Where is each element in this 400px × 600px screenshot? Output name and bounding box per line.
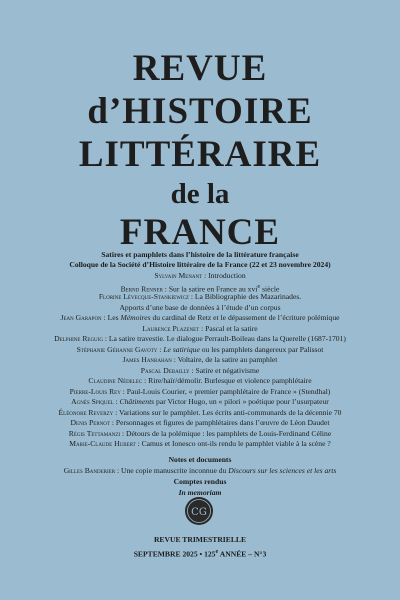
toc-entry [0,271,400,282]
toc-title: : Paul-Louis Courier, « premier pamphlétaire de France » (Stendhal) [120,386,331,396]
toc-entry [0,397,400,408]
toc-author: Denis Pernot [70,418,110,427]
toc-title: : Rire/haïr/démolir. Burlesque et violence pamphlétaire [142,376,312,385]
toc-title: : Sur la satire en France au xvi [162,284,258,294]
title-histoire: d’HISTOIRE [87,91,313,132]
toc-title: : [113,397,120,406]
toc-title: : Introduction [202,271,246,280]
toc-entry [0,355,400,366]
toc-entry [0,366,400,377]
title-revue: REVUE [132,48,268,89]
toc-title: : Détours de la polémique : les pamphlets de Louis-Ferdinand Céline [120,428,332,438]
toc-entry [0,313,400,324]
toc-title: : Les [101,313,121,322]
toc-author: Pierre-Louis Rey [69,386,121,396]
toc-title-italic: Le satirique [163,344,200,354]
toc-title-rest: ou les pamphlets dangereux par Palissot [199,344,324,354]
seal-monogram: CG [191,507,207,518]
toc-author: Claudine Nédelec [88,376,143,385]
toc-title-rest: par Victor Hugo, un « pilori » poétique pour l’usurpateur [154,397,329,406]
toc-title-sup: e [257,282,261,290]
notes-author: Gilles Banderier [63,466,116,475]
notes-title: : Une copie manuscrite inconnue du [115,466,229,475]
toc-entry [0,408,400,419]
toc-title: : Satire et négativisme [189,365,260,375]
toc-author: Florine Lévecque-Stankiewicz [98,292,189,301]
toc-title: : Camus et Ionesco ont-ils rendu le pamphlet viable à la scène ? [135,439,331,448]
toc-entry [0,439,400,450]
toc-title: : Personnages et figures de pamphlétaires dans l’œuvre de Léon Daudet [109,418,330,427]
title-de-la: de la [170,178,230,210]
toc-title: : La satire travestie. Le dialogue Perrault-Boileau dans la Querelle (1687-1701) [102,334,346,343]
toc-entry [0,324,400,335]
footer-issue-year: ANNÉE – N°3 [218,549,267,559]
toc-title-rest: du cardinal de Retz et le dépassement de l’écriture polémique [150,313,340,322]
footer-issue-date: SEPTEMBRE 2025 • 125 [133,549,216,559]
toc-entry [0,334,400,345]
toc-author: Laurence Plazenet [142,323,200,333]
toc-title: : [157,344,164,354]
footer-issue [0,548,400,559]
toc-author: Sylvain Menant [154,271,203,280]
toc-author: Bernd Renner [120,284,163,294]
issue-colloque: Colloque de la Société d’Histoire littéraire de la France (22 et 23 novembre 2024) [69,260,331,269]
toc-title: : Voltaire, de la satire au pamphlet [171,355,278,364]
toc-author: Régis Tettamanzi [68,428,121,438]
issue-theme: Satires et pamphlets dans l’histoire de la littérature française [101,250,299,259]
footer-periodicity: REVUE TRIMESTRIELLE [153,535,247,544]
toc-entry [0,292,400,303]
notes-heading: Notes et documents [168,455,232,464]
toc-author: Éléonore Reverzy [58,407,114,417]
toc-entry [0,376,400,387]
toc-title: Apports d’une base de données à l’étude d’un corpus [119,302,281,312]
toc-author: Pascal Debailly [140,365,190,375]
toc-title-rest: siècle [260,284,280,294]
toc-title-italic: Châtiments [119,397,155,406]
comptes-rendus: Comptes rendus [173,477,227,486]
toc-title: : La Bibliographie des Mazarinades. [188,292,302,301]
toc-author: Marie-Claude Hubert [69,439,136,448]
toc-title-italic: Mémoires [120,313,151,322]
toc-author: Agnès Spiquel [71,397,114,406]
notes-entry [0,466,400,477]
toc-entry [0,418,400,429]
toc-author: Stéphanie Géhanne Gavoty [76,344,158,354]
title-france: FRANCE [119,212,281,253]
toc-entry [0,387,400,398]
toc-entry [0,303,400,314]
toc-entry [0,429,400,440]
notes-title-italic: Discours sur les sciences et les arts [228,466,337,475]
title-litteraire: LITTÉRAIRE [78,134,322,175]
toc-title: : Variations sur le pamphlet. Les écrits anti-communards de la décennie 70 [113,407,342,417]
toc-author: Jean Garapon [60,313,102,322]
publisher-seal-icon [184,496,214,526]
toc-author: James Hanrahan [122,355,172,364]
toc-title: : Pascal et la satire [199,323,258,333]
toc-author: Delphine Reguig [54,334,103,343]
toc-entry [0,345,400,356]
in-memoriam: In memoriam [178,488,222,497]
footer-issue-sup: e [215,548,219,555]
